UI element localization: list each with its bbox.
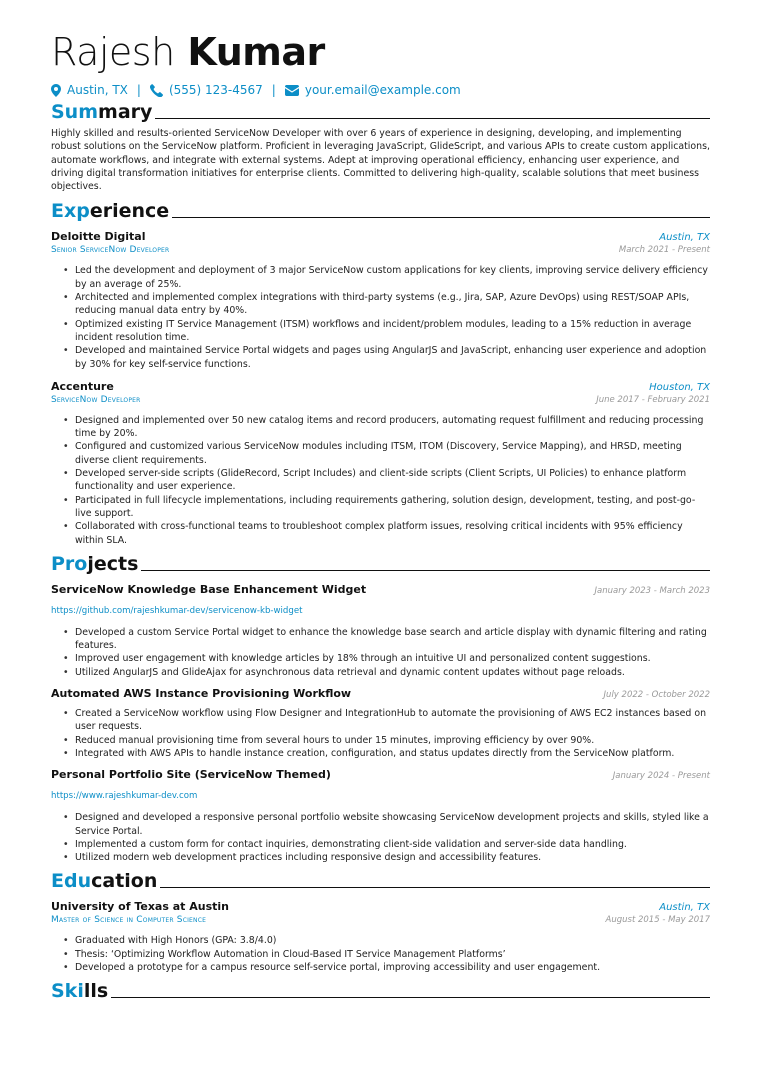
list-item: • Collaborated with cross-functional teams to troubleshoot complex platform issues, resolving critical incidents with 95% efficiency within SLA. [75, 520, 710, 547]
skills-section-header [51, 980, 710, 1002]
section-divider [172, 217, 710, 218]
list-item: • Thesis: ‘Optimizing Workflow Automation in Cloud-Based IT Service Management Platforms’ [75, 948, 710, 961]
summary-text: Highly skilled and results-oriented ServiceNow Developer with over 6 years of experience in designing, developing, and implementing robust solutions on the ServiceNow platform. Proficient in leveraging JavaScript, GlideScript, and various APIs to create custom applications, automate workflows, and integrate with external systems. Adept at improving operational efficiency, enhancing user experience, and driving digital transformation initiatives for enterprise clients. Committed to delivering high-quality, scalable solutions that meet business objectives. [51, 128, 710, 193]
experience-entry [51, 230, 710, 370]
summary-section-header [51, 101, 710, 123]
map-marker-icon [51, 84, 61, 97]
education-section-header [51, 870, 710, 892]
experience-entry [51, 380, 710, 547]
section-divider [141, 570, 710, 571]
project-name: ServiceNow Knowledge Base Enhancement Widget [51, 582, 367, 596]
project-entry [51, 583, 710, 679]
email-text: your.email@example.com [304, 83, 461, 97]
experience-title: Experience [51, 200, 170, 223]
list-item: • Developed server-side scripts (GlideRecord, Script Includes) and client-side scripts (Client Scripts, UI Policies) to enhance platform functionality and user experience. [75, 467, 710, 494]
degree: Master of Science in Computer Science [51, 915, 207, 926]
project-name: Personal Portfolio Site (ServiceNow Themed) [51, 768, 331, 782]
project-dates: July 2022 - October 2022 [603, 690, 710, 701]
envelope-icon [285, 85, 299, 96]
contact-bar [51, 83, 710, 97]
project-bullets [51, 707, 710, 760]
job-location: Houston, TX [649, 381, 710, 393]
section-divider [155, 118, 710, 119]
candidate-name [51, 30, 710, 74]
list-item: • Optimized existing IT Service Management (ITSM) workflows and incident/problem modules, leading to a 15% reduction in average incident resolution time. [75, 318, 710, 345]
list-item: • Designed and developed a responsive personal portfolio website showcasing ServiceNow development projects and skills, styled like a Service Portal. [75, 811, 710, 838]
job-role: ServiceNow Developer [51, 394, 141, 405]
school-location: Austin, TX [659, 902, 710, 914]
education-dates: August 2015 - May 2017 [605, 915, 710, 926]
list-item: • Graduated with High Honors (GPA: 3.8/4.0) [75, 934, 710, 947]
list-item: • Improved user engagement with knowledge articles by 18% through an intuitive UI and personalized content suggestions. [75, 652, 710, 665]
skills-title: Skills [51, 980, 109, 1003]
education-bullets [51, 934, 710, 974]
education-entry [51, 900, 710, 974]
list-item: • Developed and maintained Service Portal widgets and pages using AngularJS and JavaScript, enhancing user experience and adoption by 30% for key self-service functions. [75, 344, 710, 371]
section-divider [160, 887, 710, 888]
list-item: • Participated in full lifecycle implementations, including requirements gathering, solution design, development, testing, and post-go-live support. [75, 494, 710, 521]
project-link[interactable]: https://github.com/rajeshkumar-dev/servicenow-kb-widget [51, 605, 303, 616]
location-text: Austin, TX [67, 83, 128, 97]
job-role: Senior ServiceNow Developer [51, 245, 170, 256]
list-item: • Reduced manual provisioning time from several hours to under 15 minutes, improving efficiency by over 90%. [75, 734, 710, 747]
education-title: Education [51, 870, 158, 893]
contact-location [51, 83, 128, 97]
list-item: • Integrated with AWS APIs to handle instance creation, configuration, and status updates directly from the ServiceNow platform. [75, 747, 710, 760]
list-item: • Architected and implemented complex integrations with third-party systems (e.g., Jira, SAP, Azure DevOps) using REST/SOAP APIs, reducing manual data entry by 40%. [75, 291, 710, 318]
job-bullets [51, 414, 710, 547]
list-item: • Configured and customized various ServiceNow modules including ITSM, ITOM (Discovery, Service Mapping), and HRSD, meeting diverse client requirements. [75, 440, 710, 467]
company-name: Deloitte Digital [51, 230, 146, 244]
school-name: University of Texas at Austin [51, 900, 229, 914]
projects-section-header [51, 553, 710, 575]
list-item: • Designed and implemented over 50 new catalog items and record producers, automating request fulfillment and reducing processing time by 20%. [75, 414, 710, 441]
list-item: • Created a ServiceNow workflow using Flow Designer and IntegrationHub to automate the provisioning of AWS EC2 instances based on user requests. [75, 707, 710, 734]
job-dates: March 2021 - Present [618, 245, 710, 256]
project-link[interactable]: https://www.rajeshkumar-dev.com [51, 791, 198, 802]
contact-separator: | [271, 83, 276, 97]
list-item: • Led the development and deployment of 3 major ServiceNow custom applications for key clients, improving service delivery efficiency by an average of 25%. [75, 264, 710, 291]
project-bullets [51, 626, 710, 679]
project-dates: January 2023 - March 2023 [594, 585, 710, 596]
list-item: • Developed a custom Service Portal widget to enhance the knowledge base search and article display with dynamic filtering and rating features. [75, 626, 710, 653]
summary-title: Summary [51, 101, 153, 123]
job-location: Austin, TX [659, 232, 710, 244]
last-name: Kumar [187, 30, 325, 74]
company-name: Accenture [51, 379, 114, 393]
phone-text: (555) 123-4567 [168, 83, 263, 97]
project-entry [51, 687, 710, 760]
list-item: • Utilized modern web development practices including responsive design and accessibility features. [75, 851, 710, 864]
projects-title: Projects [51, 552, 139, 575]
job-dates: June 2017 - February 2021 [596, 394, 710, 405]
section-divider [111, 997, 710, 998]
project-dates: January 2024 - Present [612, 771, 710, 782]
contact-email[interactable] [285, 83, 461, 97]
project-bullets [51, 811, 710, 864]
first-name: Rajesh [51, 30, 175, 74]
contact-separator: | [136, 83, 141, 97]
phone-icon [150, 84, 163, 97]
contact-phone[interactable] [150, 83, 263, 97]
list-item: • Utilized AngularJS and GlideAjax for asynchronous data retrieval and dynamic content updates without page reloads. [75, 666, 710, 679]
job-bullets [51, 264, 710, 370]
list-item: • Implemented a custom form for contact inquiries, demonstrating client-side validation and server-side data handling. [75, 838, 710, 851]
project-entry [51, 768, 710, 864]
experience-section-header [51, 200, 710, 222]
project-name: Automated AWS Instance Provisioning Workflow [51, 687, 352, 701]
list-item: • Developed a prototype for a campus resource self-service portal, improving accessibility and user engagement. [75, 961, 710, 974]
